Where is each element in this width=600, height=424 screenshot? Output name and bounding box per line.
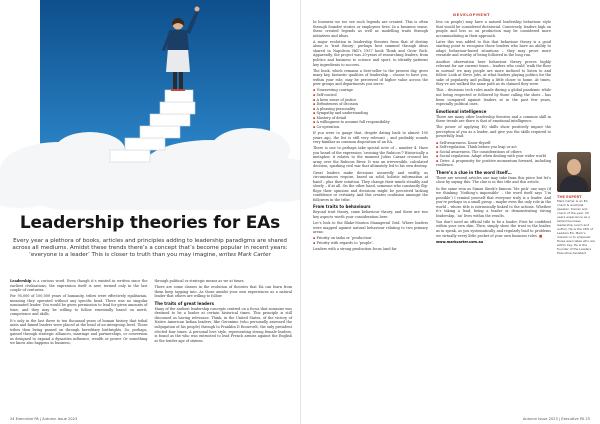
list-item: ▪ A pleasing personality xyxy=(313,107,428,112)
author-head xyxy=(567,159,581,175)
paragraph xyxy=(10,279,148,293)
article-standfirst xyxy=(12,238,288,260)
list-item: ▪ Sympathy and understanding xyxy=(313,111,428,116)
author-shoulders xyxy=(560,176,588,192)
paragraph: It’s only in the last three to ten thousand years of human history that tribal units and famed leaders were placed at the head of an intergroup level. Those tribes then being passed on through hereditary birthrights. So, perhaps, gained through strategic alliances, marriage and partnerships, or conversion as designed to expand a dynasties influence, wealth or power. Or something we know also happens in business, xyxy=(10,318,148,346)
paragraph: For 95,000 of 100,000 years of humanity, tribes were effectively egalitarian, meaning they operated without any specific head. There was no singular nominated leader. You would be given permission to lead for given amounts of time, and they may be willing to follow essentially based on merit, competence and skills. xyxy=(10,294,148,317)
left-body-columns xyxy=(10,279,292,347)
paragraph: Later this was added to this that behaviour theory is a good starting point to recognise those leaders who have an ability to adapt behaviour-based situations – they may prove more versatile and worthy of being followed in the long run. xyxy=(436,39,551,58)
list-item: ▪ Self-awareness. Know thyself xyxy=(436,141,551,146)
lead-word: Leadership xyxy=(10,279,32,283)
author-photo xyxy=(557,152,591,192)
paragraph: Another observation here behaviour theory proves highly relevant for our current times – leaders who could ‘walk the floor in normal’ we may people are more inclined to listen to and follow. Look at Steve Jobs, at what leaders playing politics for the sake of popularity and pulling a little closer to home. At times, they’ve not walked the same path as its claimed they were. xyxy=(436,59,551,87)
right-page xyxy=(300,0,600,424)
list-item: ▪ A willingness to assume full responsibility xyxy=(313,120,428,125)
left-column-1 xyxy=(10,279,148,347)
list-item: ▪ Definiteness of decision xyxy=(313,102,428,107)
list-item: ▪ A keen sense of justice xyxy=(313,98,428,103)
paragraph: The power of applying EQ skills show positively impact the perception of you as a leader, and give you the skills required to powerfully lead: xyxy=(436,125,551,139)
paragraph: There are some classes in the evolution of theories that EA can learn from them keep tapping into. As those amidst your own experiences as a natural leader that others are willing to follow. xyxy=(154,285,292,299)
paragraph: There are several articles one may take from this piece but let’s close by saying this: The clue is in this title and this article. xyxy=(436,175,551,185)
list-item: ▪ Social awareness. The considerations of others xyxy=(436,150,551,155)
subheading-behaviours: From traits to behaviours xyxy=(313,204,371,210)
left-column-2 xyxy=(155,279,293,347)
subheading-clue: There’s a clue in the word itself… xyxy=(436,169,512,175)
paragraph: Many of the earliest leadership concepts centred on a focus that someone was destined to be a leader at certain historical times. This principle is still discussed as having relevance. Think, in the United States, of the victory of Native American Indian leaders, like Geronimo (who personally assessed the subjugation of his people) through to Franklin D Roosevelt, the only president elected four times. A personal love style, representing strong female leaders, is found as the who was entrusted to lead French armies against the English at the tender age of sixteen. xyxy=(154,306,292,343)
author-label: THE EXPERT xyxy=(557,195,582,199)
hero-illustration xyxy=(0,0,300,210)
standfirst-text: Every year a plethora of books, articles and principles adding to leadership paradigms are shared across all mediums. Amidst these trends there’s a concept that’s become popular in recent years: ‘everyone is a leader’ This is closer to truth than you may imagine, xyxy=(12,238,288,259)
right-column-1 xyxy=(313,20,428,253)
list-item: ▪ Social regulation. Adapt when dealing with your wider world xyxy=(436,154,551,159)
paragraph-text: is a curious word. Even though it’s existed in written since the earliest civilisations, the expression itself is new, termed only in the last couple of centuries. xyxy=(10,279,148,293)
paragraph: This – decisions tech roles made during a global pandemic while not being respected or followed by those calling the shots – has been compared against leaders at in the past few years, especially political ones. xyxy=(436,88,551,107)
list-item: ▪ Priority on tasks or ‘production’ xyxy=(313,236,428,241)
section-label: DEVELOPMENT xyxy=(453,12,491,17)
subheading-eq: Emotional intelligence xyxy=(436,108,487,114)
article-headline: Leadership theories for EAs xyxy=(19,213,281,233)
paragraph: Beyond trait theory, came behaviour theory, and there are two key aspects worth your consideration here. xyxy=(313,210,428,219)
byline: writes Mark Carter xyxy=(219,252,271,259)
author-bio: Mark Carter is an EA coach & Australia speaker, trainer and coach of the year. 20 years experience as a skilled business leadership coach and author. He is the CEO of Leaders EA. Mark’s mission is to empower these associates who are within key. He is the founder of the Leaders Executive Assistant xyxy=(557,199,595,255)
list-item: ▪ Self-control xyxy=(313,93,428,98)
folio-right: Autumn Issue 2023 | Executive PA 25 xyxy=(522,417,590,421)
paragraph: Leaders with a strong production focus (and far xyxy=(313,246,397,251)
list-item: ▪ Priority with regards to ‘people’. xyxy=(313,241,428,246)
author-box xyxy=(557,152,595,255)
paragraph: through political or strategic means as we at times. xyxy=(154,279,245,283)
paragraph: There are many other leadership theories and a common skill in these trends are there is that of emotional intelligence. xyxy=(436,114,551,124)
paragraph: In business we too see such legends are created. This is often through founder stories or employees lives. In a business sense, these created legends as well as modelling traits through initiatives and ideas. xyxy=(313,20,428,38)
paragraph-text: You don’t need an official title to be a leader. First be confident within your own skin. Then, simply show the trust in the leader, as in speak, as you systematically and regularly lead to problems we virtually every little pocket of your own business roles. xyxy=(436,219,551,238)
list-item: ▪ Drive. A propensity for positive momentum forward, including resilience. xyxy=(436,159,551,168)
list-item: ▪ Mastery of detail xyxy=(313,116,428,121)
paragraph: In the same vein as Simon Sinek’s famous ‘Me pick’ one says (if we thinking ‘Nothing’s impossible’ – the word itself says ‘I’m possible’) I remind yourself that everyone truly is a leader. And you’re perhaps in a small group – maybe even the only role in the world – whose title is intrinsically linked to the actions. Whether it’s taking a lead, being a leader or demonstrating strong leadership, ‘an’ lives within the results. xyxy=(436,186,551,218)
author-website-link[interactable]: www.markcarter.com.au xyxy=(436,239,484,244)
paragraph: There is one to perhaps take special note of – number 4. Have you heard of the expression ‘crossing the Rubicon’? Historically a metaphor, it relates to the moment Julius Caesar crossed his army over the Rubicon River. It was an irreversible, calculated decision, sparking civil war that ultimately led to his own destiny. xyxy=(313,146,428,169)
right-column-2 xyxy=(436,20,551,253)
folio-left: 24 Executive PA | Autumn Issue 2023 xyxy=(10,417,78,421)
paragraph: If you were to gauge that, despite dating back to almost 100 years ago, the list is still very relevant – and probably sounds very familiar as common disposition of an EA. xyxy=(313,130,428,145)
leader-on-stairs-illustration xyxy=(0,0,300,210)
end-mark: ■ xyxy=(538,233,543,238)
paragraph: The book, which remains a best-seller to the present day, gives many key, fantastic qualities of leadership – choose to have you, within your role, may be perceived of higher value across the peer groups and departments you serve: xyxy=(313,68,428,87)
list-item: ▪ Unwavering courage xyxy=(313,88,428,93)
paragraph: A major evolution in leadership theories from that of destiny alone is ‘trait theory’, perhaps best summed through ideas shared in Napoleon Hill’s 1937 book Think and Grow Rich. Apparently, the project was 20-years of researching leaders, from politics and business to science and sport, to identify patterns key ingredients to success. xyxy=(313,39,428,67)
subheading-traits: The traits of great leaders xyxy=(154,300,214,306)
paragraph: less on people) may have a natural leadership behaviour style that would be considered dictatorial. Conversely, leaders high on people and less so on production may be considered more accommodating in their approach. xyxy=(436,20,551,38)
paragraph: Let’s look to the Blake-Mouton Managerial Grid. Where leaders were mapped against natural behaviour relating to two primary areas: xyxy=(313,221,428,235)
right-body-columns xyxy=(313,20,551,253)
grid-list xyxy=(313,236,428,245)
qualities-list xyxy=(313,88,428,129)
paragraph: Great leaders make decisions assuredly and swiftly, as circumstances require, based on solid, holistic information at hand – plus their intuition. They change their minds steadily and slowly – if at all. On the other hand, someone who constantly flip-flops their opinions and decisions might be perceived lacking confidence or certainty. And this creates confusion amongst the followers in the tribe. xyxy=(313,170,428,202)
list-item: ▪ Self-regulation. Think before you leap or act xyxy=(436,145,551,150)
list-item: ▪ Co-operation. xyxy=(313,125,428,130)
eq-list xyxy=(436,141,551,168)
paragraph xyxy=(436,220,551,238)
